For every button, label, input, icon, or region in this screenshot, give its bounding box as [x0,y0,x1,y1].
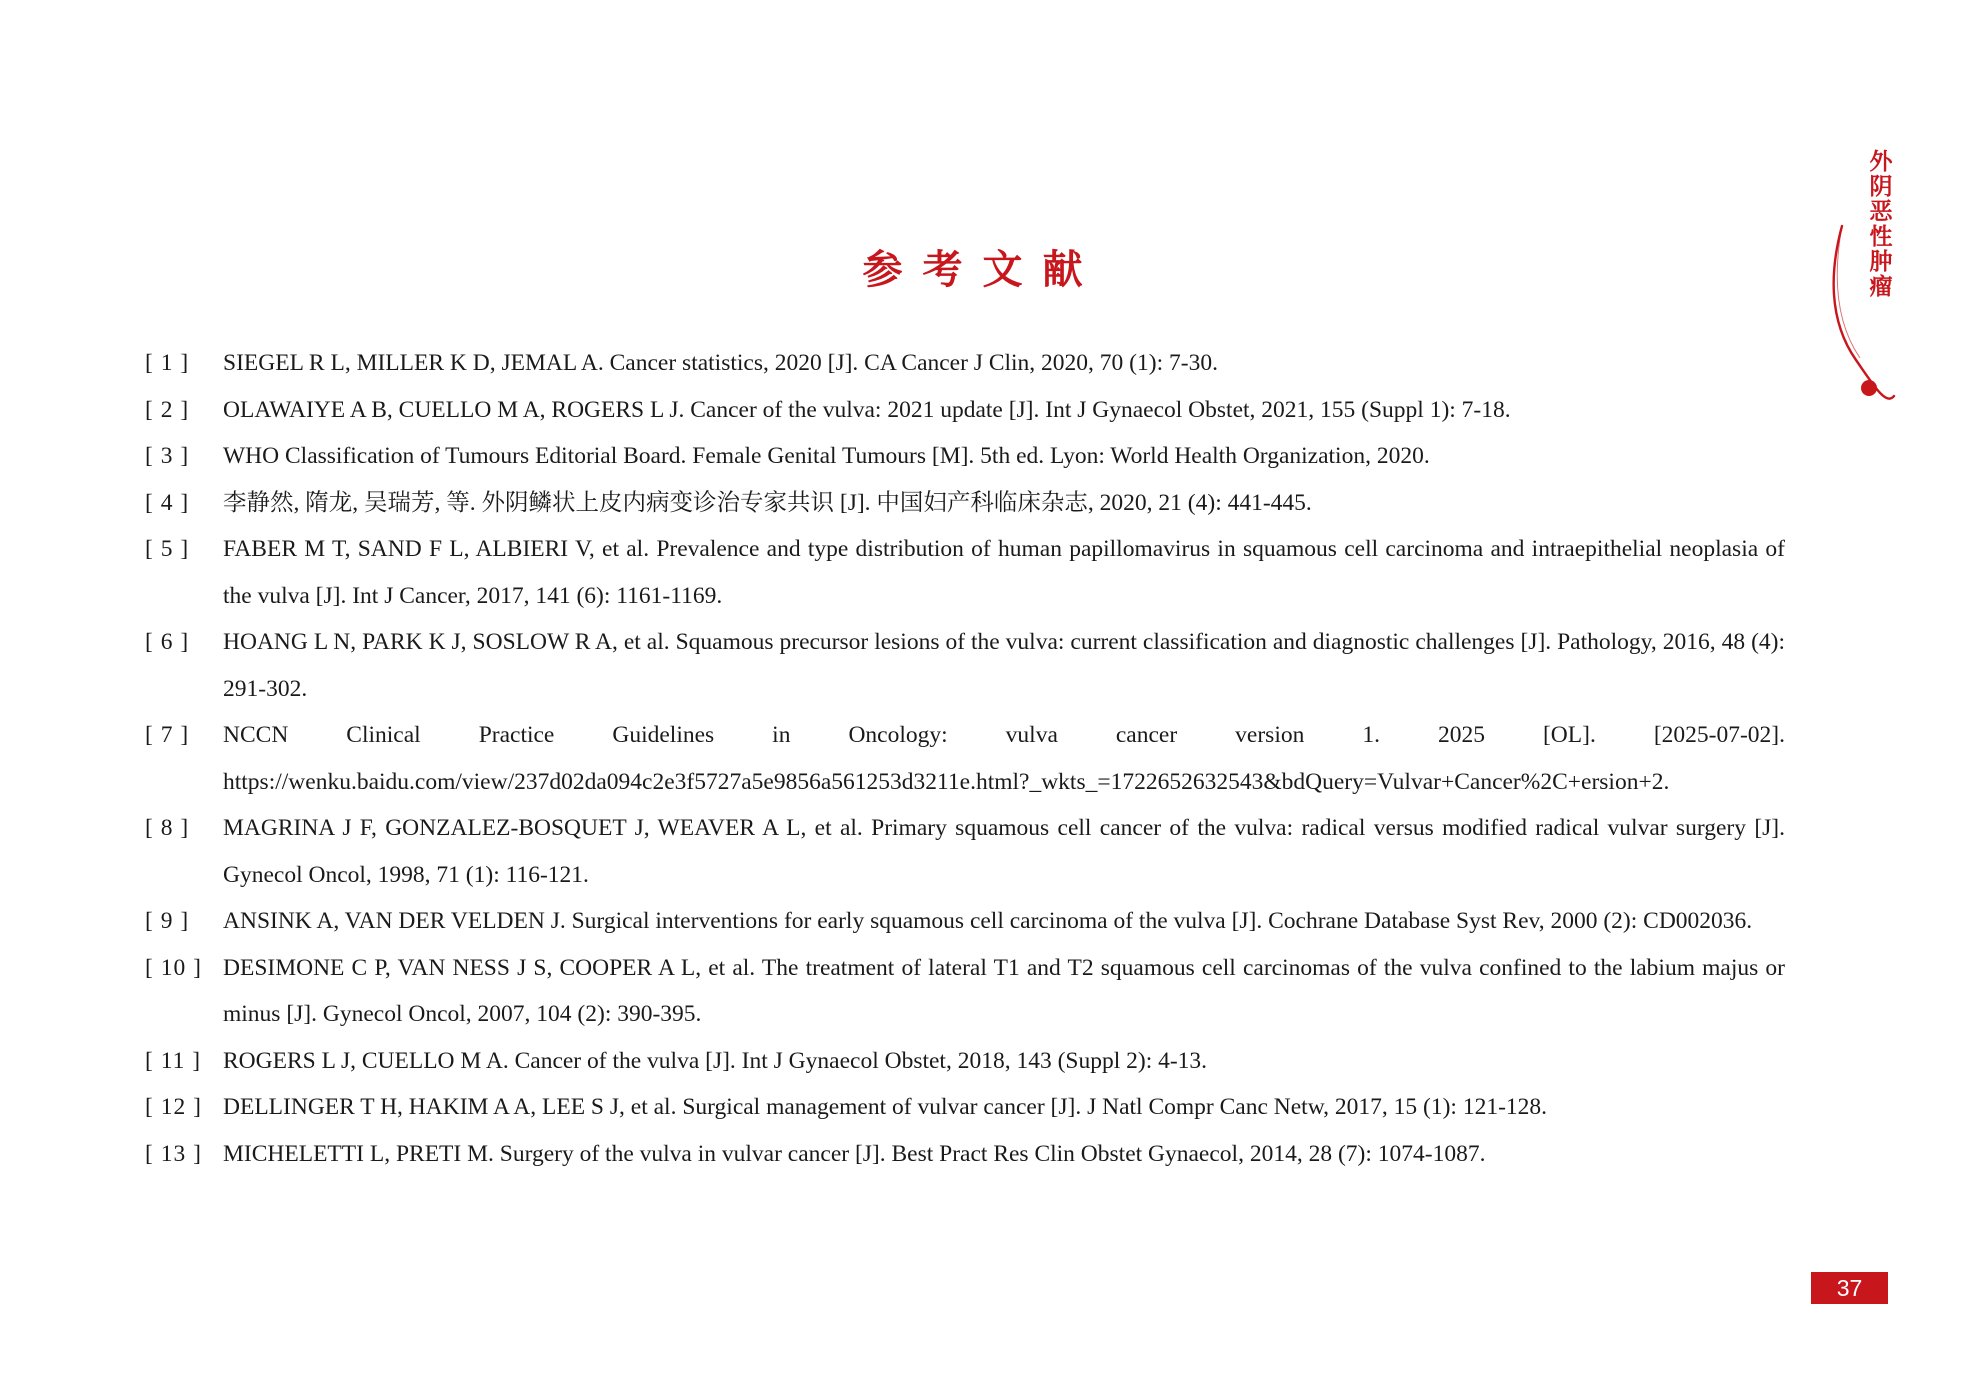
reference-text: MAGRINA J F, GONZALEZ-BOSQUET J, WEAVER A L, et al. Primary squamous cell cancer of the vulva: radical versus modified radical vulvar surgery [J]. Gynecol Oncol, 1998, 71 (1): 116-121. [223,815,1785,888]
reference-text: WHO Classification of Tumours Editorial Board. Female Genital Tumours [M]. 5th ed. Lyon: World Health Organization, 2020. [223,443,1430,469]
reference-item [145,1038,1785,1085]
reference-number: [ 8 ] [145,815,190,841]
reference-item [145,805,1785,898]
reference-item [145,526,1785,619]
page-number-badge: 37 [1811,1272,1888,1304]
reference-item [145,1131,1785,1178]
reference-number: [ 4 ] [145,489,190,516]
reference-text: NCCN Clinical Practice Guidelines in Oncology: vulva cancer version 1. 2025 [OL]. [2025-07-02]. https://wenku.baidu.com/view/237d02da094c2e3f5727a5e9856a561253d3211e.html?_wkts_=1722652632543&bdQuery=Vulvar+Cancer%2C+ersion+2. [223,722,1785,795]
reference-number: [ 3 ] [145,443,190,469]
reference-item [145,898,1785,945]
reference-text: DELLINGER T H, HAKIM A A, LEE S J, et al. Surgical management of vulvar cancer [J]. J Natl Compr Canc Netw, 2017, 15 (1): 121-128. [223,1094,1548,1120]
reference-item [145,480,1785,527]
reference-text: OLAWAIYE A B, CUELLO M A, ROGERS L J. Cancer of the vulva: 2021 update [J]. Int J Gynaecol Obstet, 2021, 155 (Suppl 1): 7-18. [223,396,1511,423]
reference-text: 李静然, 隋龙, 吴瑞芳, 等. 外阴鳞状上皮内病变诊治专家共识 [J]. 中国妇产科临床杂志, 2020, 21 (4): 441-445. [223,489,1312,516]
reference-text: ANSINK A, VAN DER VELDEN J. Surgical interventions for early squamous cell carcinoma of the vulva [J]. Cochrane Database Syst Rev, 2000 (2): CD002036. [223,908,1753,934]
reference-item [145,387,1785,434]
reference-text: DESIMONE C P, VAN NESS J S, COOPER A L, et al. The treatment of lateral T1 and T2 squamous cell carcinomas of the vulva confined to the labium majus or minus [J]. Gynecol Oncol, 2007, 104 (2): 390-395. [223,954,1785,1027]
reference-number: [ 12 ] [145,1094,202,1120]
reference-number: [ 6 ] [145,629,190,655]
reference-number: [ 1 ] [145,350,190,376]
reference-number: [ 7 ] [145,722,190,748]
side-section-title: 外阴恶性肿瘤 [1869,149,1893,300]
reference-list [145,340,1785,1177]
reference-text: MICHELETTI L, PRETI M. Surgery of the vulva in vulvar cancer [J]. Best Pract Res Clin Obstet Gynaecol, 2014, 28 (7): 1074-1087. [223,1140,1486,1167]
reference-number: [ 11 ] [145,1047,202,1074]
reference-number: [ 5 ] [145,536,190,562]
reference-number: [ 10 ] [145,954,202,981]
reference-number: [ 9 ] [145,908,190,934]
reference-item [145,619,1785,712]
reference-number: [ 13 ] [145,1140,202,1167]
reference-text: SIEGEL R L, MILLER K D, JEMAL A. Cancer statistics, 2020 [J]. CA Cancer J Clin, 2020, 70 (1): 7-30. [223,350,1218,376]
page-title: 参考文献 [862,247,1103,293]
reference-item [145,433,1785,480]
reference-item [145,1084,1785,1131]
reference-text: FABER M T, SAND F L, ALBIERI V, et al. Prevalence and type distribution of human papillomavirus in squamous cell carcinoma and intraepithelial neoplasia of the vulva [J]. Int J Cancer, 2017, 141 (6): 1161-1169. [223,536,1785,609]
reference-item [145,712,1785,805]
reference-text: HOANG L N, PARK K J, SOSLOW R A, et al. Squamous precursor lesions of the vulva: current classification and diagnostic challenges [J]. Pathology, 2016, 48 (4): 291-302. [223,629,1785,702]
reference-text: ROGERS L J, CUELLO M A. Cancer of the vulva [J]. Int J Gynaecol Obstet, 2018, 143 (Suppl 2): 4-13. [223,1047,1208,1074]
reference-number: [ 2 ] [145,396,190,423]
reference-item [145,945,1785,1038]
reference-item [145,340,1785,387]
